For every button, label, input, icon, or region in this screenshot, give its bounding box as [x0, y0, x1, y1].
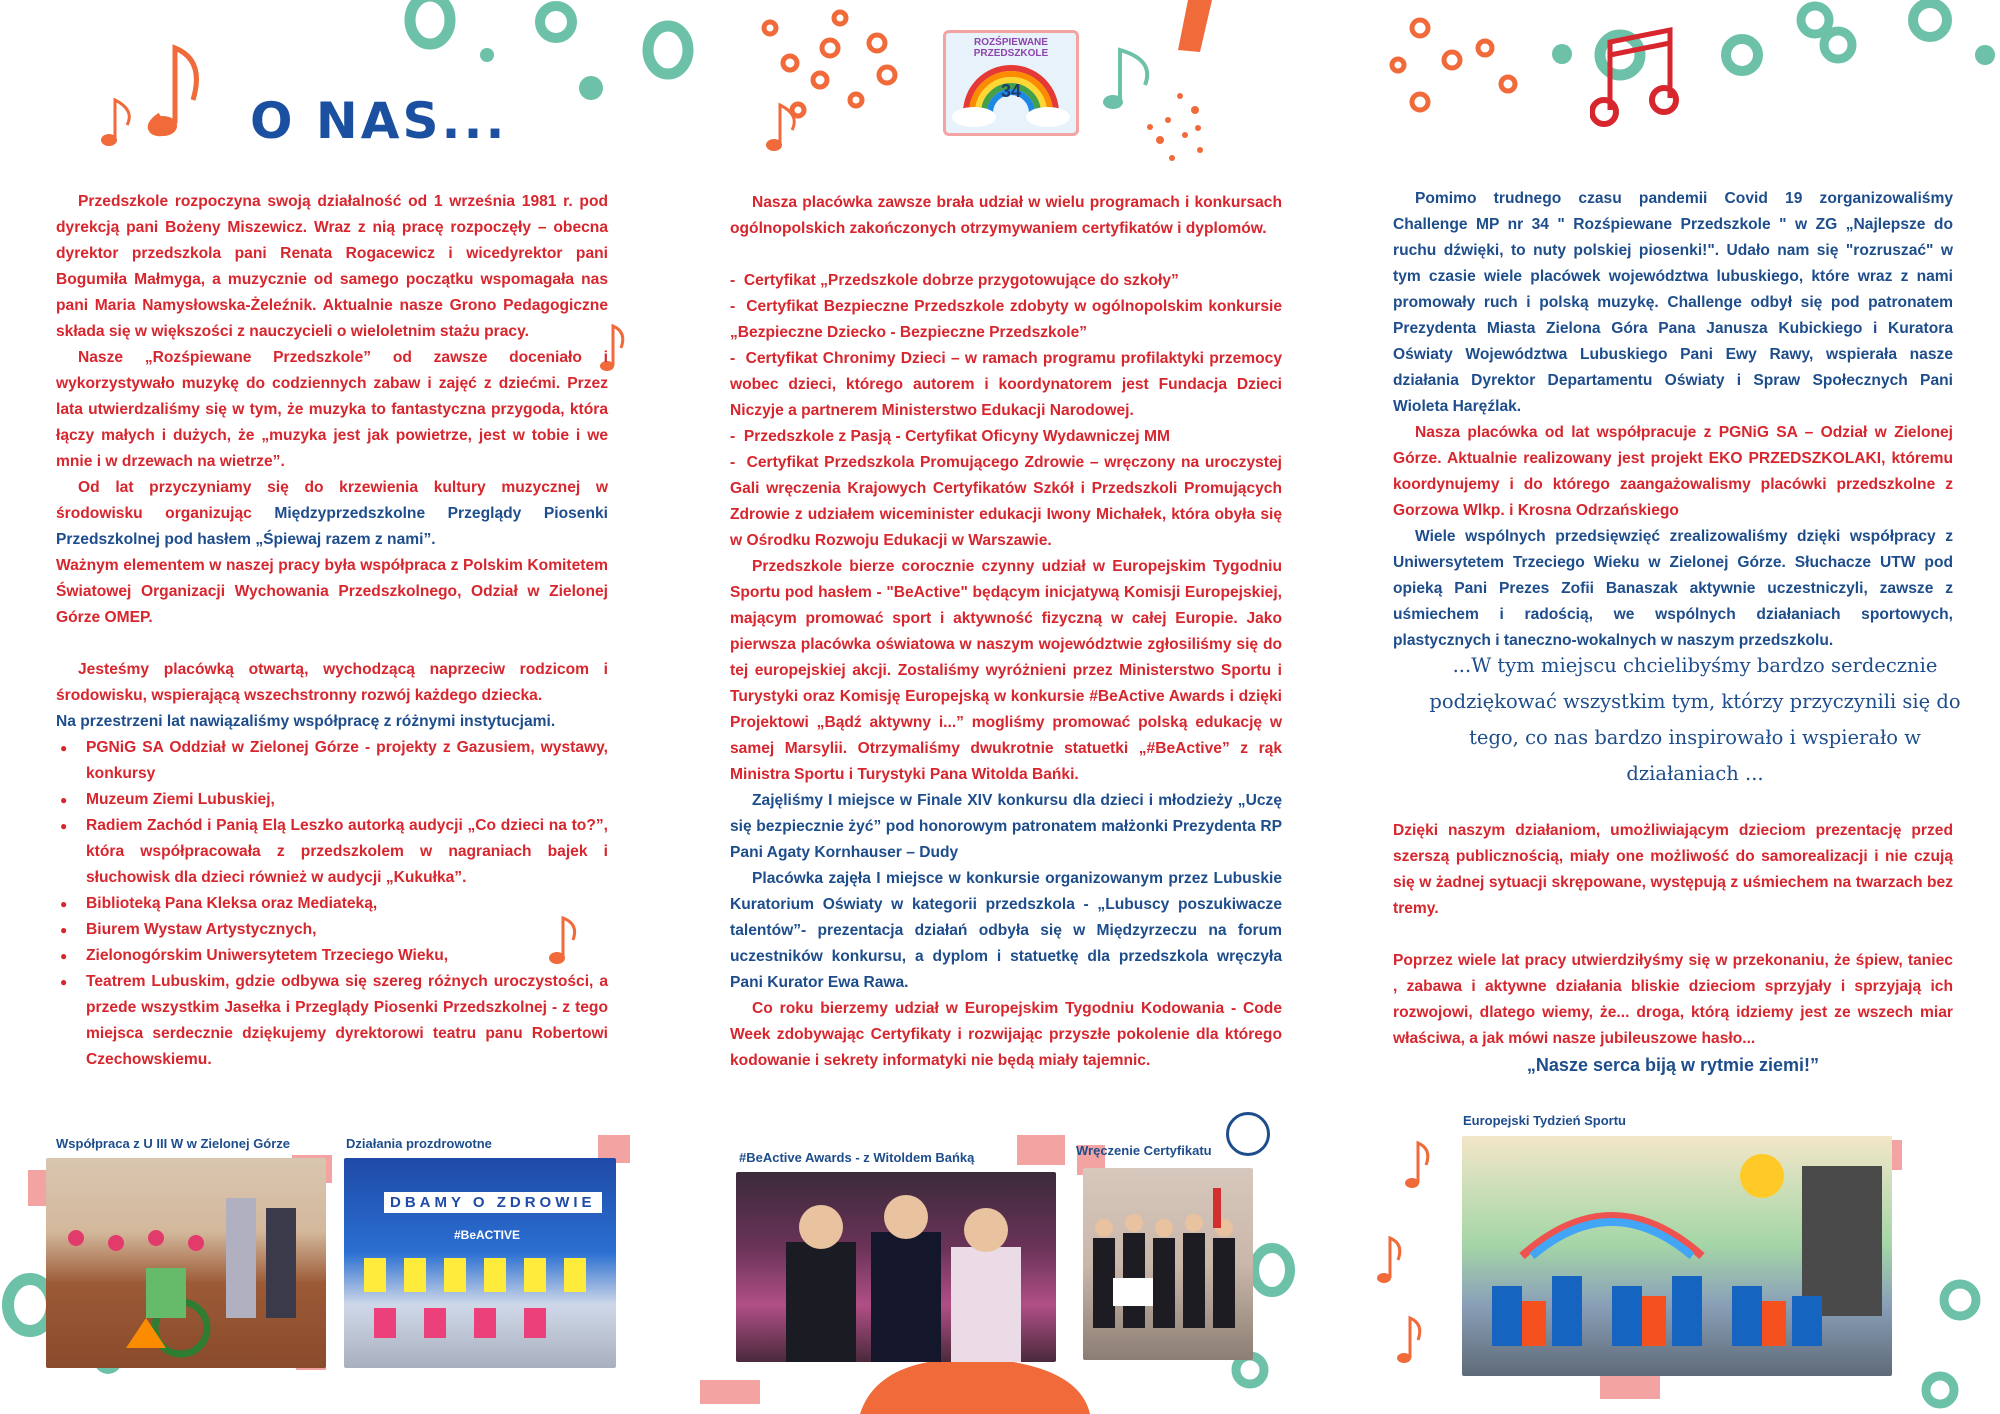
music-note-icon: [1372, 1230, 1412, 1290]
programs-intro: Nasza placówka zawsze brała udział w wielu programach i konkursach ogólnopolskich zakończonych otrzymywaniem certyfikatów i dyplomów.: [730, 194, 1282, 237]
music-paragraph: Nasze „Rozśpiewane Przedszkole” od zawsze doceniało i wykorzystywało muzykę do codziennych zabaw i zajęć z dziećmi. Przez lata utwierdzaliśmy się w tym, że muzyka to fantastyczna przygoda, która łączy małych i dużych, że „muzyka jest jak powietrze, jest w tobie i we mnie i w drzewach na wietrze”.: [56, 349, 608, 470]
photo-certificate-ceremony: [1083, 1168, 1253, 1360]
music-note-icon: [1100, 40, 1180, 120]
cert-text: Certyfikat Chronimy Dzieci – w ramach programu profilaktyki przemocy wobec dzieci, którego autorem i koordynatorem jest Fundacja Dzieci Niczyje a partnerem Ministerstwo Edukacji Narodowej.: [730, 350, 1282, 419]
caption-health: Działania prozdrowotne: [346, 1136, 492, 1151]
codeweek-paragraph: Co roku bierzemy udział w Europejskim Tygodniu Kodowania - Code Week zdobywając Certyfikaty i rozwijając przyszłe pokolenie dla którego kodowanie i sekrety informatyki nie będą miały tajemnic.: [730, 1000, 1282, 1069]
open-paragraph: Jesteśmy placówką otwartą, wychodzącą naprzeciw rodzicom i środowisku, wspierającą wszechstronny rozwój każdego dziecka.: [56, 661, 608, 704]
conviction-paragraph: Poprzez wiele lat pracy utwierdziłyśmy się w przekonaniu, że śpiew, taniec , zabawa i aktywne działania bliskie dzieciom sprzyjały i sprzyjają ich rozwojowi, dlatego wiemy, że... droga, którą idziemy jest ze wszech miar właściwa, a jak mówi nasze jubileuszowe hasło...: [1393, 952, 1953, 1047]
motto: „Nasze serca biją w rytmie ziemi!”: [1526, 1055, 1820, 1075]
utw-paragraph: Wiele wspólnych przedsięwzięć zrealizowaliśmy dzięki współpracy z Uniwersytetem Trzeciego Wieku w Zielonej Górze. Słuchacze UTW pod opieką Pani Prezes Zofii Banaszak aktywnie uczestniczyli, zawsze z uśmiechem i radością, we wspólnych działaniach sportowych, plastycznych i taneczno-wokalnych w naszym przedszkolu.: [1393, 528, 1953, 649]
beactive-banner: #BeACTIVE: [454, 1228, 521, 1242]
list-item: ● Biurem Wystaw Artystycznych,: [86, 917, 608, 943]
photo-children-shapes: [344, 1158, 616, 1368]
kindergarten-logo: [943, 30, 1079, 136]
cert-item: - Certyfikat Bezpieczne Przedszkole zdobyty w ogólnopolskim konkursie „Bezpieczne Dziecko - Bezpieczne Przedszkole”: [730, 298, 1282, 341]
cert-item: - Przedszkole z Pasją - Certyfikat Oficyny Wydawniczej MM: [730, 428, 1170, 445]
culture-paragraph: [56, 475, 608, 553]
culture-text-a: Od lat przyczyniamy się do krzewienia kultury muzycznej w środowisku organizując: [56, 479, 608, 522]
pgnig-paragraph: Nasza placówka od lat współpracuje z PGNiG SA – Odział w Zielonej Górze. Aktualnie realizowany jest projekt EKO PRZEDSZKOLAKI, któremu koordynujemy i do którego zaangażowalismy placówki przedszkolne z Gorzowa Wlkp. i Krosna Odrzańskiego: [1393, 424, 1953, 519]
presentation-paragraph: Dzięki naszym działaniom, umożliwiającym dzieciom prezentację przed szerszą publicznością, miały one możliwość do samorealizacji i nie czują się w żadnej sytuacji skrępowane, występują z uśmiechem na twarzach bez tremy.: [1393, 822, 1953, 917]
photo-people-shapes: [1083, 1168, 1253, 1360]
cert-text: Certyfikat „Przedszkole dobrze przygotowujące do szkoły”: [743, 272, 1179, 289]
list-item: ● Radiem Zachód i Panią Elą Leszko autorką audycji „Co dzieci na to?”, która współpracowała z przedszkolem w nagraniach bajek i słuchowisk dla dzieci również w audycji „Kukułka”.: [86, 813, 608, 891]
list-item: ● Muzeum Ziemi Lubuskiej,: [86, 787, 608, 813]
column-left: [56, 189, 608, 1073]
photo-children-shapes: [1462, 1136, 1892, 1376]
photo-health-activities: [344, 1158, 616, 1368]
institutions-intro: Na przestrzeni lat nawiązaliśmy współpracę z różnymi instytucjami.: [56, 713, 556, 730]
list-item: ● Teatrem Lubuskim, gdzie odbywa się szereg różnych uroczystości, a przede wszystkim Jasełka i Przeglądy Piosenki Przedszkolnej - z tego miejsca serdecznie dziękujemy dyrektorowi teatru panu Robertowi Czechowskiemu.: [86, 969, 608, 1073]
list-item: ● PGNiG SA Oddział w Zielonej Górze - projekty z Gazusiem, wystawy, konkursy: [86, 735, 608, 787]
music-note-icon: [95, 95, 145, 155]
double-note-icon: [1590, 20, 1690, 140]
cert-item: - Certyfikat Chronimy Dzieci – w ramach programu profilaktyki przemocy wobec dzieci, którego autorem i koordynatorem jest Fundacja Dzieci Niczyje a partnerem Ministerstwo Edukacji Narodowej.: [730, 350, 1282, 419]
cert-text: Certyfikat Przedszkola Promującego Zdrowie – wręczony na uroczystej Gali wręczenia Krajowych Certyfikatów Szkół i Przedszkoli Promujących Zdrowie z udziałem wiceminister edukacji Iwony Michałek, która obyła się w Ośrodku Rozwoju Edukacji w Warszawie.: [730, 454, 1283, 549]
music-note-icon: [1392, 1310, 1432, 1370]
certificate-badge-icon: [1226, 1112, 1270, 1156]
photo-people-shapes: [46, 1158, 326, 1368]
list-item: ● Biblioteką Pana Kleksa oraz Mediateką,: [86, 891, 608, 917]
cert-text: Certyfikat Bezpieczne Przedszkole zdobyty w ogólnopolskim konkursie „Bezpieczne Dziecko - Bezpieczne Przedszkole”: [730, 298, 1282, 341]
logo-top-text: ROZŚPIEWANE PRZEDSZKOLE: [973, 37, 1049, 59]
photo-utw-cooperation: [46, 1158, 326, 1368]
column-right: [1393, 186, 1953, 654]
challenge-paragraph: Pomimo trudnego czasu pandemii Covid 19 zorganizowaliśmy Challenge MP nr 34 " Rozśpiewane Przedszkole " w ZG „Najlepsze do ruchu dźwięki, to nuty polskiej piosenki!". Udało nam się "rozruszać" w tym czasie wiele placówek województwa lubuskiego, które wraz z nami promowały ruch i polską muzykę. Challenge odbył się pod patronatem Prezydenta Miasta Zielona Góra Pana Janusza Kubickiego i Kuratora Oświaty Województwa Lubuskiego Pani Ewy Rawy, wspierała nasze działania Dyrektor Departamentu Oświaty i Spraw Społecznych Pani Wioleta Haręźlak.: [1393, 190, 1953, 415]
thanks-note: ...W tym miejscu chcielibyśmy bardzo serdecznie podziękować wszystkim tym, którzy przyczynili się do tego, co nas bardzo inspirowało i wspierało w działaniach ...: [1429, 654, 1961, 785]
intro-paragraph: Przedszkole rozpoczyna swoją działalność od 1 września 1981 r. pod dyrekcją pani Bożeny Miszewicz. Wraz z nią pracę rozpoczęły – obecna dyrektor przedszkola pani Renata Rogacewicz i wicedyrektor pani Bogumiła Małmyga, a muzycznie od samego początku wspomagała nas pani Maria Namysłowska-Żeleźnik. Aktualnie nasze Grono Pedagogiczne składa się w większości z nauczycieli o wieloletnim stażu pracy.: [56, 193, 608, 340]
culture-text-c: pod hasłem „Śpiewaj razem z nami”.: [164, 531, 436, 548]
page-title: O NAS...: [250, 92, 508, 150]
caption-sport-week: Europejski Tydzień Sportu: [1463, 1113, 1627, 1128]
list-item: ● Zielonogórskim Uniwersytetem Trzeciego Wieku,: [86, 943, 608, 969]
photo-beactive-awards: [736, 1172, 1056, 1362]
health-banner: DBAMY O ZDROWIE: [384, 1192, 602, 1213]
cert-text: Przedszkole z Pasją - Certyfikat Oficyny Wydawniczej MM: [743, 428, 1170, 445]
photo-people-shapes: [736, 1172, 1056, 1362]
talents-paragraph: Placówka zajęła I miejsce w konkursie organizowanym przez Lubuskie Kuratorium Oświaty w kategorii przedszkola - „Lubuscy poszukiwacze talentów”- prezentacja działań odbyła się w Międzyrzeczu na forum uczestników konkursu, a dyplom i statuetkę dla przedszkola wręczyła Pani Kurator Ewa Rawa.: [730, 870, 1282, 991]
column-right-lower: [1393, 818, 1953, 1078]
music-note-icon: [1400, 1135, 1440, 1195]
column-middle: [730, 190, 1282, 1074]
cert-item: - Certyfikat „Przedszkole dobrze przygotowujące do szkoły”: [730, 272, 1179, 289]
music-note-icon: [135, 30, 255, 150]
caption-utw: Współpraca z U III W w Zielonej Górze: [56, 1136, 291, 1151]
institutions-list: [56, 735, 608, 1073]
culture-text-b: Międzyprzedszkolne Przeglądy Piosenki Przedszkolnej: [56, 505, 608, 548]
caption-beactive: #BeActive Awards - z Witoldem Bańką: [739, 1150, 975, 1165]
cert-item: - Certyfikat Przedszkola Promującego Zdrowie – wręczony na uroczystej Gali wręczenia Krajowych Certyfikatów Szkół i Przedszkoli Promujących Zdrowie z udziałem wiceminister edukacji Iwony Michałek, która obyła się w Ośrodku Rozwoju Edukacji w Warszawie.: [730, 454, 1283, 549]
photo-sport-week: [1462, 1136, 1892, 1376]
logo-number: 34: [1000, 81, 1022, 101]
music-note-icon: [760, 100, 810, 160]
omep-paragraph: Ważnym elementem w naszej pracy była współpraca z Polskim Komitetem Światowej Organizacji Wychowania Przedszkolnego, Odział w Zielonej Górze OMEP.: [56, 557, 608, 626]
sport-paragraph: Przedszkole bierze corocznie czynny udział w Europejskim Tygodniu Sportu pod hasłem - "BeActive" będącym inicjatywą Komisji Europejskiej, mającym promować sport i aktywność fizyczną w całej Europie. Jako pierwsza placówka oświatowa w naszym województwie zgłosiliśmy się do tej europejskiej akcji. Zostaliśmy wyróżnieni przez Ministerstwo Sportu i Turystyki oraz Komisję Europejską w konkursie #BeActive Awards i dzięki Projektowi „Bądź aktywny i...” mogliśmy promować polską edukację w samej Marsylii. Otrzymaliśmy dwukrotnie statuetki „#BeActive” z rąk Ministra Sportu i Turystyki Pana Witolda Bańki.: [730, 558, 1282, 783]
caption-certificate: Wręczenie Certyfikatu: [1076, 1143, 1212, 1158]
safety-paragraph: Zajęliśmy I miejsce w Finale XIV konkursu dla dzieci i młodzieży „Uczę się bezpiecznie żyć” pod honorowym patronatem małżonki Prezydenta RP Pani Agaty Kornhauser – Dudy: [730, 792, 1282, 861]
